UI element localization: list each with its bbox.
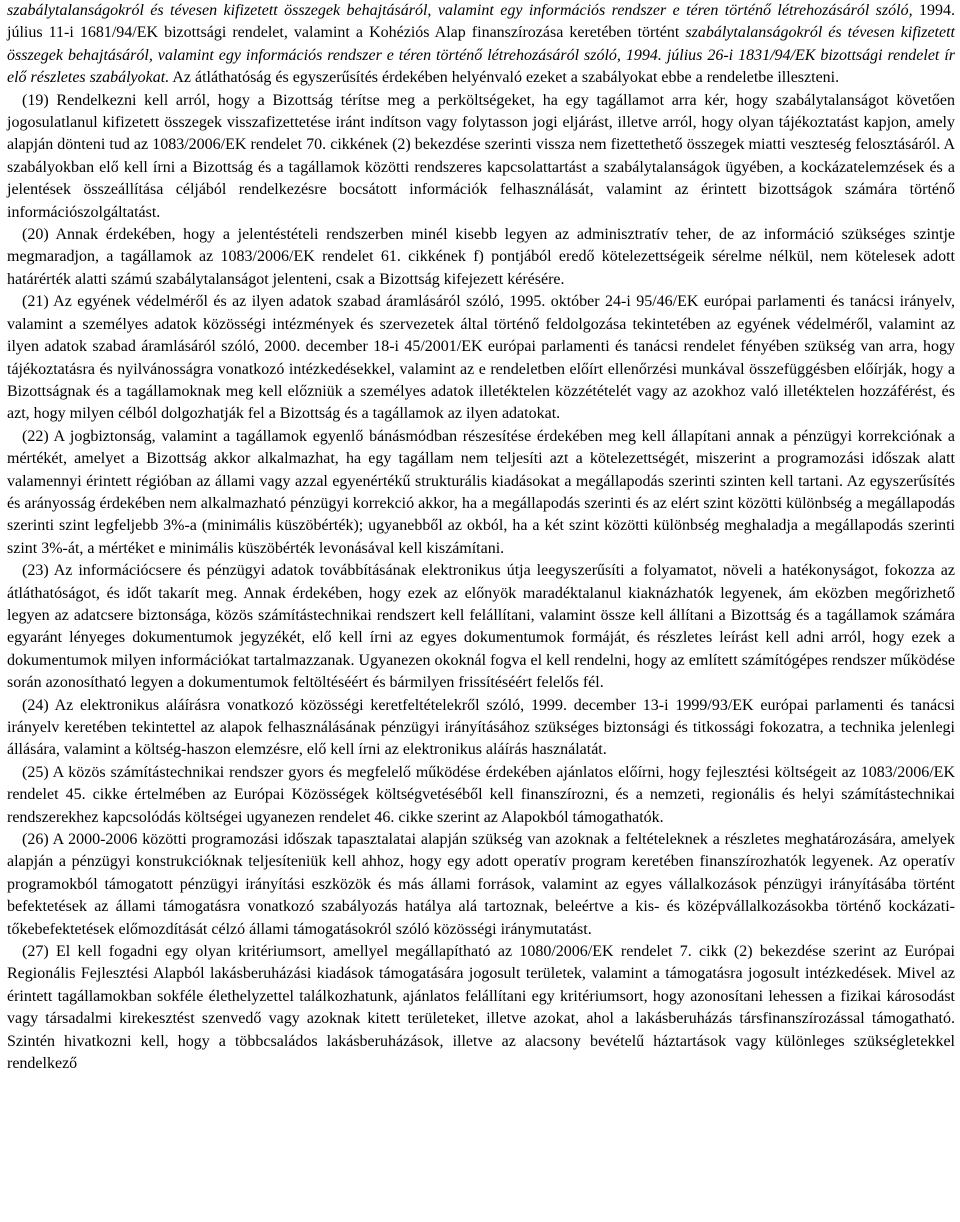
text-segment: (23) Az információcsere és pénzügyi adatok továbbításának elektronikus útja leegyszerűsíti a folyamatot, növeli a hatékonyságot, fokozza az átláthatóságot, és időt takarít meg. Annak érdekében, hogy ezek az előnyök maradéktalanul kiaknázhatók legyenek, ám eközben megőrizhető legyen az adatcsere biztonsága, közös számítástechnikai rendszert kell felállítani, valamint össze kell állítani a Bizottság és a tagállamok számára egyaránt lényeges dokumentumok jegyzékét, elő kell írni az egyes dokumentumok formáját, és részletes leírást kell adni arról, hogy ezek a dokumentumok milyen információkat tartalmazzanak. Ugyanezen okoknál fogva el kell rendelni, hogy az említett számítógépes rendszer működése során azonosítható legyen a dokumentumok feltöltéséért és bármilyen frissítéséért felelős fél.	[7, 562, 955, 692]
text-segment: (24) Az elektronikus aláírásra vonatkozó közösségi keretfeltételekről szóló, 1999. december 13-i 1999/93/EK európai parlamenti és tanácsi irányelv keretében tekintettel az alapok felhasználásának pénzügyi irányításához szükséges biztonsági és titkossági fokozatra, a technika jelenlegi állására, valamint a költség-haszon elemzésre, elő kell írni az elektronikus aláírás használatát.	[7, 696, 955, 759]
paragraph-p21	[7, 291, 955, 425]
text-segment: (21) Az egyének védelméről és az ilyen adatok szabad áramlásáról szóló, 1995. október 24-i 95/46/EK európai parlamenti és tanácsi irányelv, valamint a személyes adatok közösségi intézmények és szervezetek által történő feldolgozása tekintetében az egyének védelméről, valamint az ilyen adatok szabad áramlásáról szóló, 2000. december 18-i 45/2001/EK európai parlamenti és tanácsi rendelet fényében szükség van arra, hogy tájékoztatásra és nyilvánosságra vonatkozó intézkedésekkel, valamint az e rendeletben előírt ellenőrzési munkával összefüggésben előírják, hogy a Bizottságnak és a tagállamoknak meg kell előzniük a személyes adatok illetéktelen közzétételét vagy az azokhoz való illetéktelen hozzáférést, és azt, hogy milyen célból dolgozhatják fel a Bizottság és a tagállamok az ilyen adatokat.	[7, 293, 955, 423]
text-segment: Az átláthatóság és egyszerűsítés érdekében helyénvaló ezeket a szabályokat ebbe a rendeletbe illeszteni.	[169, 69, 840, 87]
italic-text-segment: szabálytalanságokról és tévesen kifizetett összegek behajtásáról, valamint egy információs rendszer e téren történő létrehozásáról szóló, 1994. július 26-i 1831/94/EK bizottsági rendelet ír elő részletes szabályokat.	[7, 24, 955, 87]
paragraph-p23	[7, 560, 955, 694]
paragraph-p26	[7, 829, 955, 941]
text-segment: (25) A közös számítástechnikai rendszer gyors és megfelelő működése érdekében ajánlatos előírni, hogy fejlesztési költségeit az 1083/2006/EK rendelet 45. cikke értelmében az Európai Közösségek költségvetéséből kell finanszírozni, és a nemzeti, regionális és helyi számítástechnikai rendszerekhez kapcsolódás költségei ugyanezen rendelet 46. cikke szerint az Alapokból támogathatók.	[7, 763, 955, 826]
paragraph-p22	[7, 426, 955, 560]
paragraph-p24	[7, 695, 955, 762]
document-page	[7, 0, 955, 1076]
text-segment: (27) El kell fogadni egy olyan kritériumsort, amellyel megállapítható az 1080/2006/EK rendelet 7. cikk (2) bekezdése szerint az Európai Regionális Fejlesztési Alapból lakásberuházási kiadások támogatására jogosult területek, valamint a támogatásra jogosult intézkedések. Mivel az érintett tagállamokban sokféle élethelyzettel találkozhatunk, ajánlatos felállítani egy kritériumsort, hogy azonosítani lehessen a fizikai károsodást vagy társadalmi kirekesztést szenvedő vagy azoknak kitett területeket, illetve azokat, ahol a lakásberuházás társfinanszírozással támogatható. Szintén hivatkozni kell, hogy a többcsaládos lakásberuházások, illetve az alacsony bevételű háztartások vagy különleges szükségletekkel rendelkező	[7, 943, 955, 1073]
paragraph-p18-cont	[7, 0, 955, 90]
paragraph-p19	[7, 90, 955, 224]
text-segment: (26) A 2000-2006 közötti programozási időszak tapasztalatai alapján szükség van azoknak a feltételeknek a részletes meghatározására, amelyek alapján a pénzügyi konstrukcióknak teljesíteniük kell ahhoz, hogy egy adott operatív program keretében finanszírozhatók legyenek. Az operatív programokból támogatott pénzügyi irányítási eszközök és más állami források, valamint az egyes vállalkozások pénzügyi irányításába történt befektetések az állami támogatásra vonatkozó szabályozás hatálya alá tartoznak, beleértve a kis- és középvállalkozásokba történő kockázati-tőkebefektetések előmozdítását célzó állami támogatásokról szóló közösségi iránymutatást.	[7, 831, 955, 938]
paragraph-p25	[7, 762, 955, 829]
text-segment: (22) A jogbiztonság, valamint a tagállamok egyenlő bánásmódban részesítése érdekében meg kell állapítani annak a pénzügyi korrekciónak a mértékét, amelyet a Bizottság akkor alkalmazhat, ha egy tagállam nem teljesíti azt a kötelezettségét, miszerint a programozási időszak alatt valamennyi érintett régióban az állami vagy azzal egyenértékű strukturális kiadásokat a megállapodás szerinti szinten kell tartani. Az egyszerűsítés és arányosság érdekében nem alkalmazható pénzügyi korrekció akkor, ha a megállapodás szerinti és az elért szint közötti különbség a megállapodás szerinti szint legfeljebb 3%-a (minimális küszöbérték); ugyanebből az okból, ha a két szint közötti különbség meghaladja a megállapodás szerinti szint 3%-át, a mértéket e minimális küszöbérték levonásával kell kiszámítani.	[7, 427, 955, 557]
italic-text-segment: szabálytalanságokról és tévesen kifizetett összegek behajtásáról, valamint egy információs rendszer e téren történő létrehozásáról szóló,	[7, 2, 919, 19]
paragraph-p27	[7, 941, 955, 1075]
paragraph-p20	[7, 224, 955, 291]
text-segment: (19) Rendelkezni kell arról, hogy a Bizottság térítse meg a perköltségeket, ha egy tagállamot arra kér, hogy szabálytalanságot követően jogosulatlanul kifizetett összegek visszafizettetése iránt indítson vagy folytasson jogi eljárást, illetve arról, hogy olyan tájékoztatást kapjon, amely alapján dönteni tud az 1083/2006/EK rendelet 70. cikkének (2) bekezdése szerinti vissza nem fizettethető összegek miatti veszteség felosztásáról. A szabályokban elő kell írni a Bizottság és a tagállamok közötti rendszeres kapcsolattartást a szabálytalanságok ügyében, a kockázatelemzések és a jelentések összeállítása céljából rendelkezésre bocsátott információk felhasználását, valamint az érintett bizottságok számára történő információszolgáltatást.	[7, 91, 955, 221]
text-segment: 1994. július 11-i 1681/94/EK bizottsági rendelet, valamint a Kohéziós Alap finanszírozása keretében történt	[7, 2, 955, 42]
text-segment: (20) Annak érdekében, hogy a jelentéstételi rendszerben minél kisebb legyen az adminisztratív teher, de az információ szükséges szintje megmaradjon, a tagállamok az 1083/2006/EK rendelet 61. cikkének f) pontjából eredő kötelezettségeik sérelme nélkül, nem kötelesek adott határérték alatti számú szabálytalanságot jelenteni, csak a Bizottság kifejezett kérésére.	[7, 226, 955, 288]
